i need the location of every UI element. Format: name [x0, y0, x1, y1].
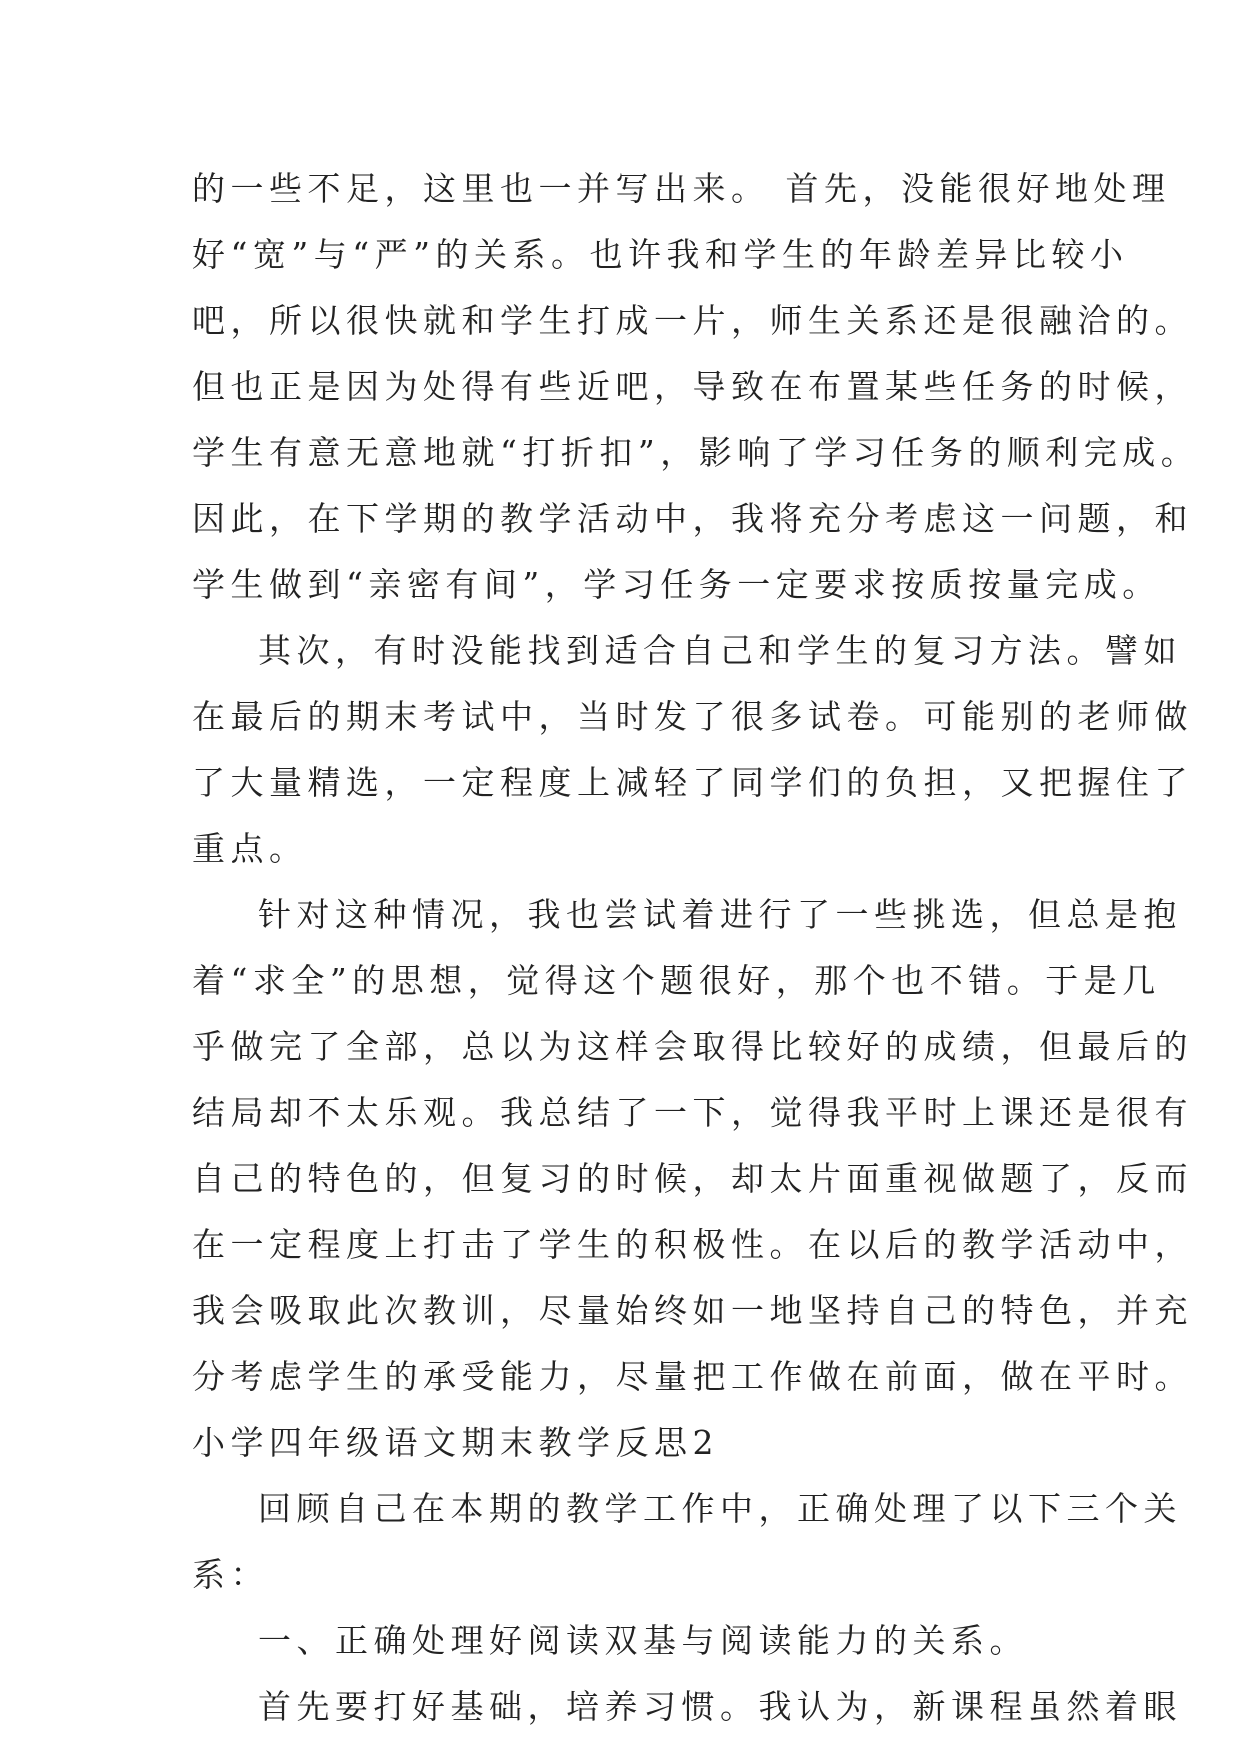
- text-line: 乎做完了全部，总以为这样会取得比较好的成绩，但最后的: [192, 1027, 1193, 1066]
- text-line: 在最后的期末考试中，当时发了很多试卷。可能别的老师做: [192, 697, 1193, 736]
- text-line: 吧，所以很快就和学生打成一片，师生关系还是很融洽的。: [192, 301, 1193, 340]
- paragraph-first-line: 回顾自己在本期的教学工作中，正确处理了以下三个关: [258, 1489, 1182, 1528]
- text-line: 系：: [192, 1555, 269, 1594]
- text-line: 了大量精选，一定程度上减轻了同学们的负担，又把握住了: [192, 763, 1193, 802]
- text-line: 因此，在下学期的教学活动中，我将充分考虑这一问题，和: [192, 499, 1193, 538]
- paragraph-first-line: 首先要打好基础，培养习惯。我认为，新课程虽然着眼: [258, 1687, 1182, 1726]
- text-line: 学生有意无意地就“打折扣”，影响了学习任务的顺利完成。: [192, 433, 1200, 472]
- text-line: 在一定程度上打击了学生的积极性。在以后的教学活动中，: [192, 1225, 1193, 1264]
- text-line: 小学四年级语文期末教学反思2: [192, 1423, 719, 1462]
- paragraph-first-line: 其次，有时没能找到适合自己和学生的复习方法。譬如: [258, 631, 1182, 670]
- text-line: 重点。: [192, 829, 308, 868]
- text-line: 结局却不太乐观。我总结了一下，觉得我平时上课还是很有: [192, 1093, 1193, 1132]
- paragraph-first-line: 针对这种情况，我也尝试着进行了一些挑选，但总是抱: [258, 895, 1182, 934]
- paragraph-first-line: 一、正确处理好阅读双基与阅读能力的关系。: [258, 1621, 1028, 1660]
- text-line: 学生做到“亲密有间”，学习任务一定要求按质按量完成。: [192, 565, 1161, 604]
- text-line: 但也正是因为处得有些近吧，导致在布置某些任务的时候，: [192, 367, 1193, 406]
- text-line: 着“求全”的思想，觉得这个题很好，那个也不错。于是几: [192, 961, 1161, 1000]
- text-line: 的一些不足，这里也一并写出来。 首先，没能很好地处理: [192, 169, 1171, 208]
- body-text: [192, 156, 1200, 1740]
- text-line: 自己的特色的，但复习的时候，却太片面重视做题了，反而: [192, 1159, 1193, 1198]
- text-line: 好“宽”与“严”的关系。也许我和学生的年龄差异比较小: [192, 235, 1129, 274]
- text-line: 我会吸取此次教训，尽量始终如一地坚持自己的特色，并充: [192, 1291, 1193, 1330]
- text-line: 分考虑学生的承受能力，尽量把工作做在前面，做在平时。: [192, 1357, 1193, 1396]
